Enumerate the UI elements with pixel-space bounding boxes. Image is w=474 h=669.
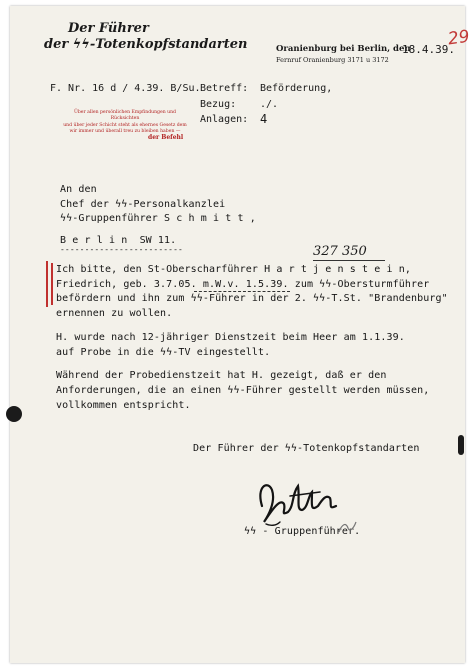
motto-line: Über allen persönlichen Empfindungen und Rücksichten <box>73 110 176 122</box>
page-edge-mark <box>458 435 464 455</box>
bezug-value: ./. <box>260 99 279 110</box>
address-line: Chef der ϟϟ-Personalkanzlei <box>60 199 226 210</box>
body-line: auf Probe in die ϟϟ-TV eingestellt. <box>56 347 271 358</box>
phone-line: Fernruf Oranienburg 3171 u 3172 <box>276 56 389 64</box>
address-dashes: ------------------------- <box>60 245 183 254</box>
place-line: Oranienburg bei Berlin, den <box>276 44 411 54</box>
motto-signature: der Befehl <box>148 134 184 141</box>
anlagen-value: 4 <box>260 112 268 126</box>
betreff-value: Beförderung, <box>260 83 333 94</box>
address-line: ϟϟ-Gruppenführer S c h m i t t , <box>60 213 256 224</box>
body-line: Während der Probedienstzeit hat H. gezeigt, daß er den <box>56 370 387 381</box>
betreff-label: Betreff: <box>200 83 249 94</box>
handwritten-number: 327 350 <box>313 244 367 259</box>
page-number: 29 <box>446 26 471 50</box>
body-line: ernennen zu wollen. <box>56 308 173 319</box>
body-line: vollkommen entspricht. <box>56 400 191 411</box>
date-underline <box>194 291 290 292</box>
anlagen-label: Anlagen: <box>200 114 249 125</box>
body-line: Friedrich, geb. 3.7.05. m.W.v. 1.5.39. zum ϟϟ-Obersturmführer <box>56 279 430 290</box>
punch-hole-left <box>6 406 22 422</box>
motto-block <box>60 110 190 136</box>
body-line: H. wurde nach 12-jähriger Dienstzeit beim Heer am 1.1.39. <box>56 332 405 343</box>
stamp-underline <box>313 260 385 261</box>
motto-line: und über jeder Schicht steht als ehernes Gesetz dem <box>63 122 187 128</box>
closing-line: Der Führer der ϟϟ-Totenkopfstandarten <box>193 443 420 454</box>
body-line: Anforderungen, die an einen ϟϟ-Führer gestellt werden müssen, <box>56 385 430 396</box>
letter-date: 18.4.39. <box>402 43 455 56</box>
body-line: Ich bitte, den St-Oberscharführer H a r t j e n s t e i n, <box>56 264 411 275</box>
letterhead-line2: der ϟϟ-Totenkopfstandarten <box>44 37 248 52</box>
bezug-label: Bezug: <box>200 99 237 110</box>
letter-page <box>10 6 471 663</box>
pencil-mark <box>336 518 360 536</box>
address-line: An den <box>60 184 97 195</box>
margin-mark <box>46 261 48 307</box>
address-line: B e r l i n SW 11. <box>60 235 177 246</box>
letterhead-line1: Der Führer <box>68 21 149 36</box>
body-line: befördern und ihn zum ϟϟ-Führer in der 2. ϟϟ-T.St. "Brandenburg" <box>56 293 448 304</box>
file-reference: F. Nr. 16 d / 4.39. B/Su. <box>50 83 201 94</box>
signer-rank: ϟϟ - Gruppenführer. <box>244 526 361 537</box>
motto-line: wir immer und überall treu zu bleiben haben — <box>69 129 181 135</box>
margin-mark <box>51 263 53 305</box>
